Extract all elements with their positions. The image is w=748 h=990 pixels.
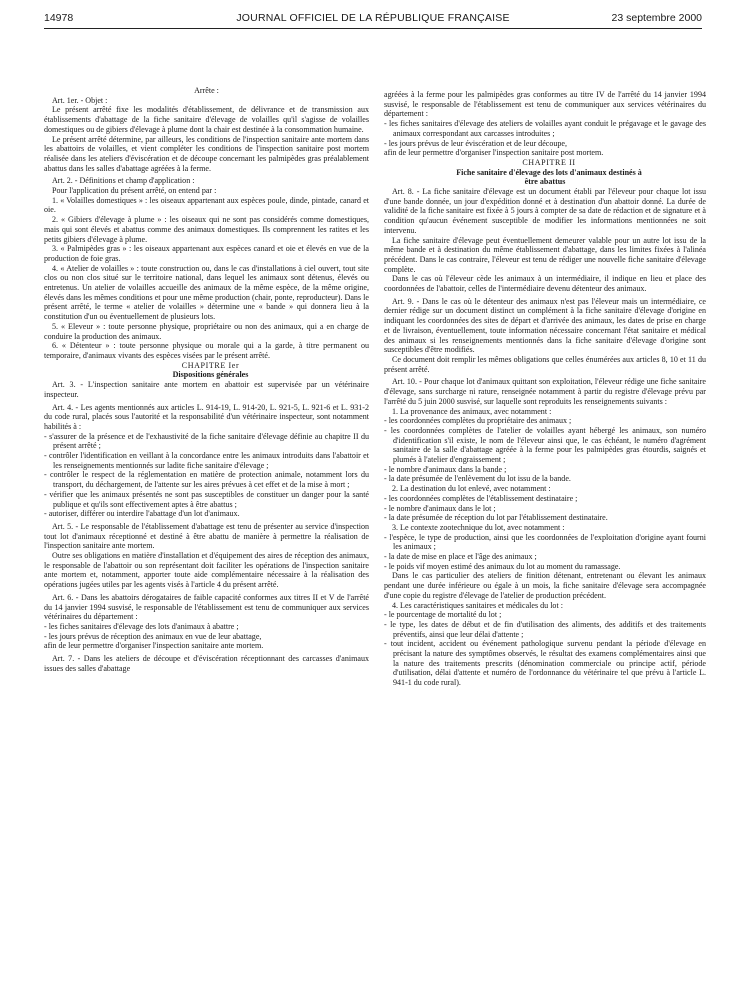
list-item: - s'assurer de la présence et de l'exhaustivité de la fiche sanitaire d'élevage définie au chapitre II du présent arrêté ;	[44, 431, 369, 451]
chapter-heading: CHAPITRE II	[522, 157, 576, 167]
art9-paragraph: Ce document doit remplir les mêmes obligations que celles énumérées aux articles 8, 10 et 11 du présent arrêté.	[384, 354, 706, 374]
list-item: - tout incident, accident ou événement pathologique survenu pendant la période d'élevage en précisant la nature des symptômes observés, le résultat des examens complémentaires ainsi que la nature des traitements prescrits (dénomination commerciale ou principe actif, période d'utilisation, délai d'attente et numéro de l'ordonnance du vétérinaire tel que prévu à l'article L. 941-1 du code rural).	[384, 639, 706, 688]
list-item: - le nombre d'animaux dans la bande ;	[384, 464, 507, 474]
art6-end: afin de leur permettre d'organiser l'inspection sanitaire ante mortem.	[44, 641, 264, 651]
section-heading: 2. La destination du lot enlevé, avec notamment :	[392, 484, 551, 494]
definition-item: 6. « Détenteur » : toute personne physique ou morale qui a la garde, à titre permanent ou temporaire, d'animaux vivants des espèces visées par le présent arrêté.	[44, 341, 369, 360]
chapter-heading: CHAPITRE Ier	[181, 360, 240, 370]
art2-intro: Pour l'application du présent arrêté, on entend par :	[52, 186, 217, 196]
arrete-heading: Arrête :	[194, 86, 219, 95]
list-item: - les coordonnées complètes de l'atelier de volailles ayant hébergé les animaux, son numéro d'identification s'il existe, le nom de l'éleveur ainsi que, le cas échéant, le numéro d'agrément sanitaire de la salle d'abattage agréée à la ferme pour les palmipèdes gras étourdis, saignés et plumés à l'atelier d'engraissement ;	[384, 425, 706, 465]
definition-item: 3. « Palmipèdes gras » : les oiseaux appartenant aux espèces canard et oie et élevés en vue de la production de foie gras.	[44, 244, 369, 263]
art7-continuation: agréées à la ferme pour les palmipèdes gras conformes au titre IV de l'arrêté du 14 janvier 1994 susvisé, le responsable de l'établissement est tenu de communiquer aux services vétérinaires du département :	[384, 90, 706, 119]
list-item: - les coordonnées complètes de l'établissement destinataire ;	[384, 493, 578, 503]
list-item: - la date de mise en place et l'âge des animaux ;	[384, 552, 537, 562]
list-item: - les coordonnées complètes du propriétaire des animaux ;	[384, 416, 572, 426]
chapter-title: Dispositions générales	[172, 370, 249, 380]
list-item: - le type, les dates de début et de fin d'utilisation des aliments, des additifs et des traitements préventifs, ainsi que leur délai d'attente ;	[384, 619, 706, 639]
art2-title: Art. 2. - Définitions et champ d'application :	[52, 176, 195, 186]
header-rule	[44, 28, 702, 29]
list-item: - les jours prévus de leur éviscération et de leur découpe,	[384, 138, 567, 148]
art4-intro: Art. 4. - Les agents mentionnés aux articles L. 914-19, L. 914-20, L. 921-5, L. 921-6 et L. 931-2 du code rural, placés sous l'autorité et la responsabilité d'un vétérinaire inspecteur, sont notamment habilités à :	[44, 402, 369, 431]
art8-paragraph: Art. 8. - La fiche sanitaire d'élevage est un document établi par l'éleveur pour chaque lot issu d'une bande donnée, un jour d'expédition donné et à destination d'un abattoir donné. La durée de validité de la fiche sanitaire est fixée à 5 jours à compter de sa date de rédaction et de signature et à condition qu'aucun événement susceptible de modifier les informations mentionnées ne soit intervenu.	[384, 187, 706, 235]
chapter-title: Fiche sanitaire d'élevage des lots d'animaux destinés à être abattus	[456, 167, 642, 187]
list-item: - l'espèce, le type de production, ainsi que les coordonnées de l'exploitation d'origine ayant fourni les animaux ;	[384, 532, 706, 552]
section-note: Dans le cas particulier des ateliers de finition détenant, entretenant ou élevant les animaux pendant une durée inférieure ou égale à un mois, la fiche sanitaire d'élevage sera accompagnée d'une copie du registre d'élevage de l'atelier de production précédent.	[384, 571, 706, 600]
definition-item: 1. « Volailles domestiques » : les oiseaux appartenant aux espèces poule, dinde, pintade, canard et oie.	[44, 195, 369, 215]
page-number: 14978	[44, 12, 74, 24]
definition-item: 5. « Eleveur » : toute personne physique, propriétaire ou non des animaux, qui a en charge de conduire la production des animaux.	[44, 321, 369, 341]
list-item: - contrôler le respect de la réglementation en matière de protection animale, notamment lors du transport, du déchargement, de l'attente sur les aires prévues à cet effet et de la mise à mort ;	[44, 470, 369, 490]
art5-paragraph: Art. 5. - Le responsable de l'établissement d'abattage est tenu de présenter au service d'inspection tout lot d'animaux réceptionné et destiné à être abattu de manière à permettre la réalisation de l'inspection sanitaire ante mortem.	[44, 521, 369, 551]
section-heading: 4. Les caractéristiques sanitaires et médicales du lot :	[392, 600, 563, 610]
list-item: - le pourcentage de mortalité du lot ;	[384, 610, 502, 620]
art5-paragraph: Outre ses obligations en matière d'installation et d'équipement des aires de réception des animaux, le responsable de l'abattoir ou son représentant doit faciliter les opérations de l'inspection sanitaire ante mortem et, notamment, apporter toute aide complémentaire nécessaire à la réalisation des opérations jugées utiles par les agents visés à l'article 4 du présent arrêté.	[44, 551, 369, 590]
art6-intro: Art. 6. - Dans les abattoirs dérogataires de faible capacité conformes aux titres II et V de l'arrêté du 14 janvier 1994 susvisé, le responsable de l'établissement est tenu de communiquer aux services vétérinaires du département :	[44, 592, 369, 622]
publication-date: 23 septembre 2000	[611, 12, 702, 24]
list-item: - les fiches sanitaires d'élevage des lots d'animaux à abattre ;	[44, 621, 239, 631]
definition-item: 2. « Gibiers d'élevage à plume » : les oiseaux qui ne sont pas considérés comme domestiques, mais qui sont élevés et abattus comme des animaux domestiques. Ils comprennent les ratites et les petits gibiers d'élevage à plume.	[44, 215, 369, 244]
art9-paragraph: Art. 9. - Dans le cas où le détenteur des animaux n'est pas l'éleveur mais un intermédiaire, ce dernier rédige sur un document distinct un complément à la fiche sanitaire d'élevage d'origine en indiquant les coordonnées des sites de départ et d'arrivée des animaux, les dates de prise en charge et de livraison, éventuellement, toute information nécessaire concernant l'état sanitaire et médical des animaux si les renseignements mentionnés dans la fiche sanitaire d'élevage d'origine sont susceptibles d'être modifiés.	[384, 296, 706, 355]
list-item: - les fiches sanitaires d'élevage des ateliers de volailles ayant conduit le prégavage et le gavage des animaux correspondant aux carcasses introduites ;	[384, 119, 706, 138]
art8-paragraph: La fiche sanitaire d'élevage peut éventuellement demeurer valable pour un autre lot issu de la même bande et à destination du même établissement d'abattage, dans les limites fixées à l'alinéa précédent. Dans le cas contraire, l'éleveur est tenu de rédiger une nouvelle fiche sanitaire d'élevage complète.	[384, 235, 706, 274]
list-item: - la date présumée de l'enlèvement du lot issu de la bande.	[384, 474, 571, 484]
art7-paragraph: Art. 7. - Dans les ateliers de découpe et d'éviscération réceptionnant des carcasses d'animaux issues des salles d'abattage	[44, 654, 369, 673]
list-item: - le nombre d'animaux dans le lot ;	[384, 503, 496, 513]
section-heading: 1. La provenance des animaux, avec notamment :	[392, 406, 552, 416]
art10-intro: Art. 10. - Pour chaque lot d'animaux quittant son exploitation, l'éleveur rédige une fiche sanitaire d'élevage, sans surcharge ni rature, renseignée notamment à partir du registre d'élevage prévu par l'arrêté du 5 juin 2000 susvisé, sur laquelle sont reproduits les renseignements suivants :	[384, 377, 706, 406]
list-item: - la date présumée de réception du lot par l'établissement destinataire.	[384, 513, 608, 523]
left-column	[44, 86, 369, 673]
right-column	[384, 90, 706, 688]
art8-paragraph: Dans le cas où l'éleveur cède les animaux à un intermédiaire, il indique en lieu et place des coordonnées de l'abattoir, celles de l'intermédiaire devenu détenteur des animaux.	[384, 274, 706, 294]
art1-paragraph: Le présent arrêté détermine, par ailleurs, les conditions de l'inspection sanitaire ante mortem dans les abattoirs de volailles, et vient compléter les conditions de l'inspection sanitaire post mortem réalisée dans les ateliers d'éviscération et de découpe concernant les palmipèdes gras préalablement abattus dans les salles d'abattage agréées à la ferme.	[44, 134, 369, 173]
list-item: - autoriser, différer ou interdire l'abattage d'un lot d'animaux.	[44, 509, 240, 519]
journal-title: JOURNAL OFFICIEL DE LA RÉPUBLIQUE FRANÇAISE	[236, 12, 510, 24]
art7-end: afin de leur permettre d'organiser l'inspection sanitaire post mortem.	[384, 148, 604, 158]
page-header	[44, 12, 702, 26]
art1-title: Art. 1er. - Objet :	[52, 95, 108, 105]
section-heading: 3. Le contexte zootechnique du lot, avec notamment :	[392, 522, 565, 532]
list-item: - les jours prévus de réception des animaux en vue de leur abattage,	[44, 631, 262, 641]
definition-item: 4. « Atelier de volailles » : toute construction ou, dans le cas d'installations à ciel ouvert, tout site clos ou non clos situé sur le territoire national, dans lequel les animaux sont détenus, élevés ou entretenus. Un atelier de volailles accueille des animaux de la même espèce, de la même origine, élevés dans les mêmes conditions et pour une même production (chair, ponte, reproducteur). Dans le présent arrêté, le terme « atelier de volailles » détermine une « bande » qui donnera lieu à la constitution d'un ou éventuellement de plusieurs lots.	[44, 263, 369, 322]
list-item: - vérifier que les animaux présentés ne sont pas susceptibles de constituer un danger pour la santé publique et qu'ils sont effectivement aptes à être abattus ;	[44, 489, 369, 509]
art1-paragraph: Le présent arrêté fixe les modalités d'établissement, de délivrance et de transmission aux établissements d'abattage de la fiche sanitaire d'élevage de volailles qu'il s'agisse de volailles domestiques ou de gibiers d'élevage à plume dont la chair est destinée à la consommation humaine.	[44, 105, 369, 134]
list-item: - contrôler l'identification en veillant à la concordance entre les animaux introduits dans l'abattoir et les renseignements mentionnés sur ladite fiche sanitaire d'élevage ;	[44, 451, 369, 470]
list-item: - le poids vif moyen estimé des animaux du lot au moment du ramassage.	[384, 561, 621, 571]
art3-paragraph: Art. 3. - L'inspection sanitaire ante mortem en abattoir est supervisée par un vétérinaire inspecteur.	[44, 380, 369, 399]
